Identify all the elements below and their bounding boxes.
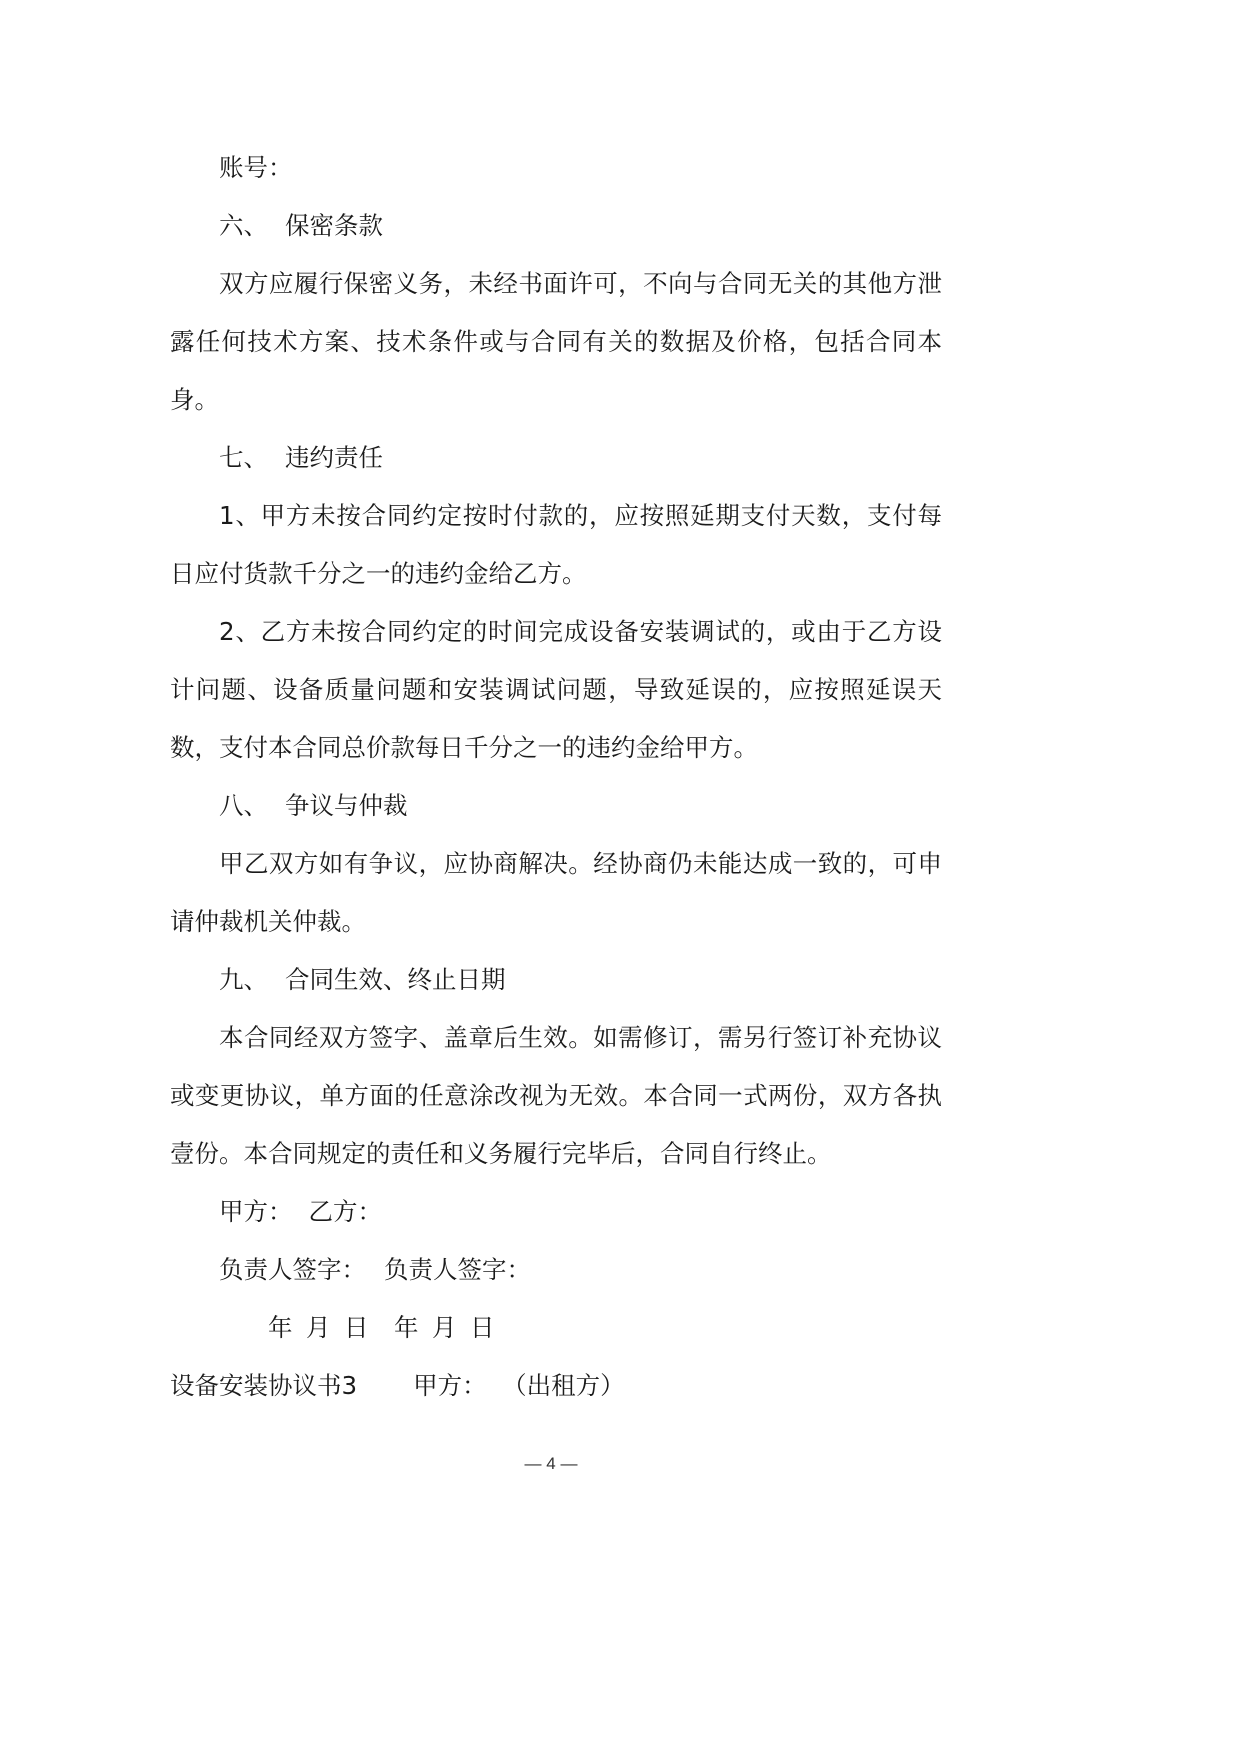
section-number: 六、 [219,211,268,240]
section-heading-8 [170,777,942,835]
section-title: 合同生效、终止日期 [285,965,506,994]
signer-b-label: 负责人签字： [384,1255,531,1284]
paragraph-breach-item-2: 2、乙方未按合同约定的时间完成设备安装调试的，或由于乙方设计问题、设备质量问题和安装调试问题，导致延误的，应按照延误天数，支付本合同总价款每日千分之一的违约金给甲方。 [170,617,942,762]
account-label: 账号： [219,153,293,182]
party-b-label: 乙方： [308,1197,382,1226]
year-a: 年 [268,1313,293,1342]
document-body [170,139,942,1415]
section-title: 保密条款 [285,211,383,240]
page-number: — 4 — [524,1454,578,1473]
month-b: 月 [432,1313,457,1342]
section-number: 七、 [219,443,268,472]
day-b: 日 [470,1313,495,1342]
section-heading-7 [170,429,942,487]
next-document-party-a: 甲方： [413,1371,487,1400]
section-number: 八、 [219,791,268,820]
next-document-role: （出租方） [502,1371,625,1400]
party-a-label: 甲方： [219,1197,293,1226]
account-line [170,139,942,197]
section-title: 争议与仲裁 [285,791,408,820]
section-number: 九、 [219,965,268,994]
section-heading-6 [170,197,942,255]
party-line [170,1183,942,1241]
paragraph-breach-item-1: 1、甲方未按合同约定按时付款的，应按照延期支付天数，支付每日应付货款千分之一的违约金给乙方。 [170,501,942,588]
signer-line [170,1241,942,1299]
signer-a-label: 负责人签字： [219,1255,366,1284]
section-heading-9 [170,951,942,1009]
section-title: 违约责任 [285,443,383,472]
next-document-heading [170,1357,942,1415]
next-document-title: 设备安装协议书3 [170,1371,358,1400]
month-a: 月 [306,1313,331,1342]
paragraph-effectiveness: 本合同经双方签字、盖章后生效。如需修订，需另行签订补充协议或变更协议，单方面的任意涂改视为无效。本合同一式两份，双方各执壹份。本合同规定的责任和义务履行完毕后，合同自行终止。 [170,1023,942,1168]
date-line [170,1299,942,1357]
year-b: 年 [394,1313,419,1342]
paragraph-dispute: 甲乙双方如有争议，应协商解决。经协商仍未能达成一致的，可申请仲裁机关仲裁。 [170,849,942,936]
day-a: 日 [344,1313,369,1342]
paragraph-confidentiality: 双方应履行保密义务，未经书面许可，不向与合同无关的其他方泄露任何技术方案、技术条件或与合同有关的数据及价格，包括合同本身。 [170,269,942,414]
